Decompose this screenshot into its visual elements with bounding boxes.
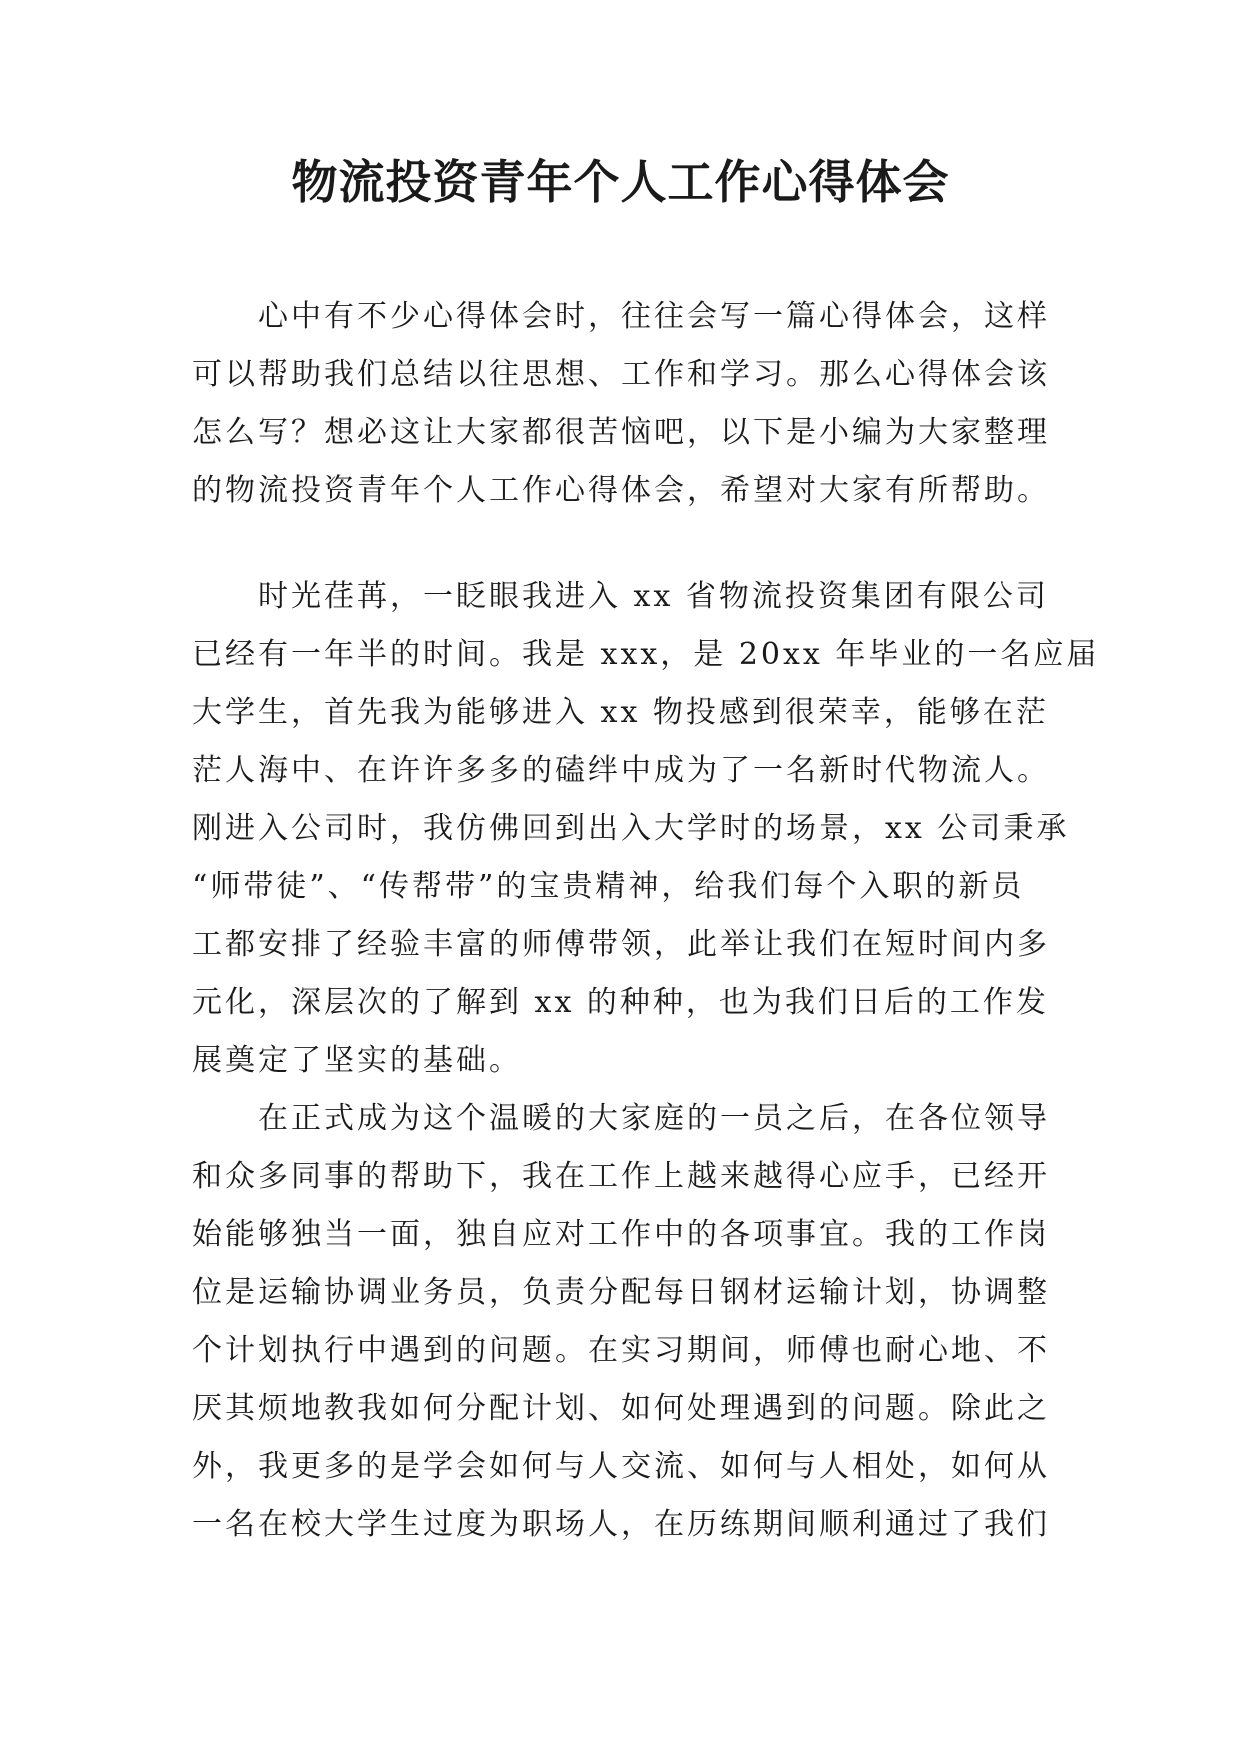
text-line: 刚进入公司时，我仿佛回到出入大学时的场景，xx 公司秉承	[192, 811, 1070, 846]
text-line: 茫人海中、在许许多多的磕绊中成为了一名新时代物流人。	[192, 753, 1050, 788]
text-line: 展奠定了坚实的基础。	[192, 1043, 522, 1078]
intro-paragraph	[192, 288, 1050, 520]
text-line: “师带徒”、“传帮带”的宝贵精神，给我们每个入职的新员	[192, 869, 1025, 904]
text-line: 个计划执行中遇到的问题。在实习期间，师傅也耐心地、不	[192, 1333, 1050, 1368]
text-line: 可以帮助我们总结以往思想、工作和学习。那么心得体会该	[192, 357, 1050, 392]
text-line: 在正式成为这个温暖的大家庭的一员之后，在各位领导	[192, 1101, 1050, 1136]
text-line: 心中有不少心得体会时，往往会写一篇心得体会，这样	[192, 299, 1050, 334]
text-line: 大学生，首先我为能够进入 xx 物投感到很荣幸，能够在茫	[192, 695, 1049, 730]
text-line: 始能够独当一面，独自应对工作中的各项事宜。我的工作岗	[192, 1217, 1050, 1252]
text-line: 厌其烦地教我如何分配计划、如何处理遇到的问题。除此之	[192, 1391, 1050, 1426]
text-line: 和众多同事的帮助下，我在工作上越来越得心应手，已经开	[192, 1159, 1050, 1194]
text-line: 元化，深层次的了解到 xx 的种种，也为我们日后的工作发	[192, 985, 1049, 1020]
text-line: 怎么写？想必这让大家都很苦恼吧，以下是小编为大家整理	[192, 415, 1050, 450]
text-line: 外，我更多的是学会如何与人交流、如何与人相处，如何从	[192, 1449, 1050, 1484]
document-title: 物流投资青年个人工作心得体会	[291, 155, 950, 209]
body-paragraph-1	[192, 568, 1100, 1090]
text-line: 一名在校大学生过度为职场人，在历练期间顺利通过了我们	[192, 1507, 1050, 1542]
text-line: 工都安排了经验丰富的师傅带领，此举让我们在短时间内多	[192, 927, 1050, 962]
text-line: 已经有一年半的时间。我是 xxx，是 20xx 年毕业的一名应届	[192, 637, 1100, 672]
text-line: 时光荏苒，一眨眼我进入 xx 省物流投资集团有限公司	[192, 579, 1049, 614]
text-line: 位是运输协调业务员，负责分配每日钢材运输计划，协调整	[192, 1275, 1050, 1310]
body-paragraph-2	[192, 1090, 1050, 1554]
text-line: 的物流投资青年个人工作心得体会，希望对大家有所帮助。	[192, 473, 1050, 508]
